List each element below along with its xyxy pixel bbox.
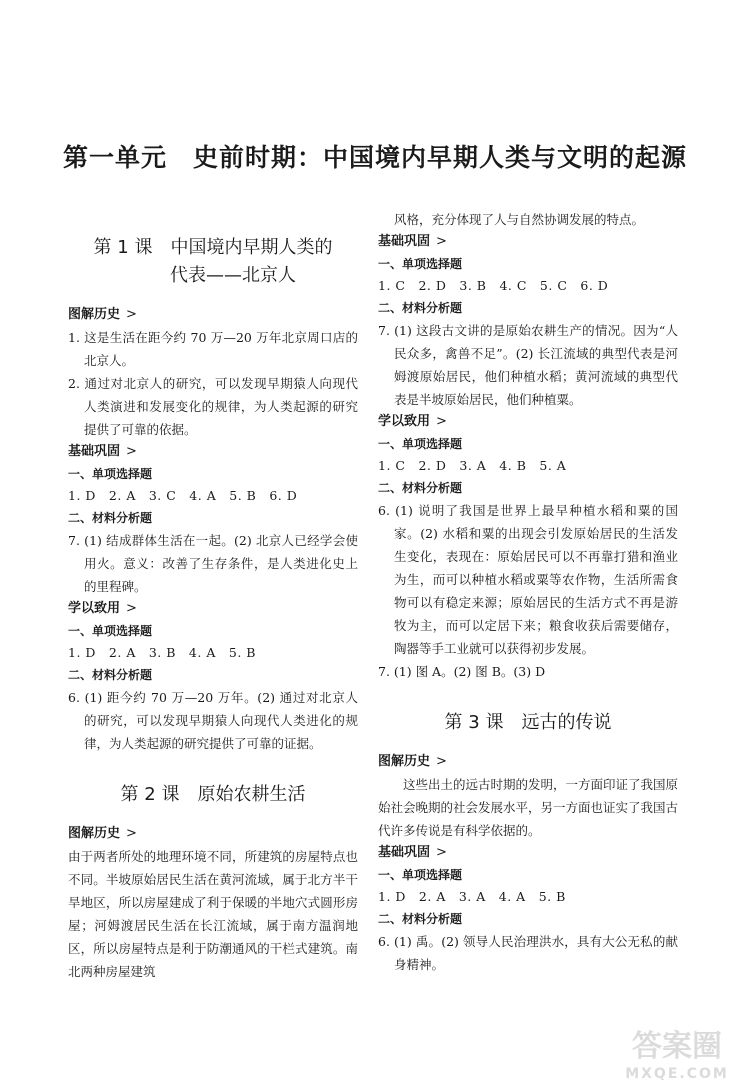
- lesson2-title: 第 2 课 原始农耕生活: [120, 784, 306, 805]
- section-label: 基础巩固: [378, 234, 431, 249]
- lesson2-jichu-sub2: 二、材料分析题: [378, 301, 463, 315]
- lesson1-xueyi-sub2: 二、材料分析题: [68, 668, 153, 682]
- lesson2-jichu-answers: 1. C 2. D 3. B 4. C 5. C 6. D: [378, 278, 609, 293]
- watermark-line1: 答案圈: [632, 1029, 722, 1064]
- lesson1-jichu-heading: [68, 441, 358, 463]
- lesson3-jichu-sub1: 一、单项选择题: [378, 868, 463, 882]
- lesson1-jichu-sub1: 一、单项选择题: [68, 467, 153, 481]
- lesson2-jichu-p7: 7. (1) 这段古文讲的是原始农耕生产的情况。因为“人民众多，禽兽不足”。(2) 长江流域的典型代表是河姆渡原始居民，他们种植水稻；黄河流域的典型代表是半坡原始居民，他们种植粟。: [378, 323, 678, 407]
- chevron-right-icon: >: [436, 234, 447, 249]
- lesson1-tujie-p1: 1. 这是生活在距今约 70 万—20 万年北京周口店的北京人。: [68, 330, 358, 368]
- lesson1-title: [68, 234, 358, 290]
- left-column: [68, 208, 358, 983]
- lesson1-tujie-p2: 2. 通过对北京人的研究，可以发现早期猿人向现代人类演进和发展变化的规律，为人类起源的研究提供了可靠的依据。: [68, 376, 358, 437]
- lesson1-xueyi-sub1: 一、单项选择题: [68, 624, 153, 638]
- lesson1-xueyi-heading: [68, 598, 358, 620]
- section-label: 图解历史: [68, 307, 121, 322]
- lesson3-tujie-p1: 这些出土的远古时期的发明，一方面印证了我国原始社会晚期的社会发展水平，另一方面也证实了我国古代许多传说是有科学依据的。: [378, 777, 679, 838]
- lesson2-jichu-sub1: 一、单项选择题: [378, 257, 463, 271]
- unit-title: 第一单元 史前时期：中国境内早期人类与文明的起源: [62, 143, 687, 172]
- lesson1-title-line1: 第 1 课 中国境内早期人类的: [93, 237, 333, 258]
- watermark-logo: [612, 1020, 742, 1084]
- lesson3-jichu-sub2: 二、材料分析题: [378, 912, 463, 926]
- lesson2-xueyi-heading: [378, 411, 678, 433]
- chevron-right-icon: >: [126, 444, 137, 459]
- lesson1-title-line2: 代表——北京人: [170, 265, 296, 286]
- lesson3-jichu-p6: 6. (1) 禹。(2) 领导人民治理洪水，具有大公无私的献身精神。: [378, 934, 678, 972]
- lesson2-xueyi-sub2: 二、材料分析题: [378, 481, 463, 495]
- right-column: [378, 208, 678, 976]
- section-label: 图解历史: [378, 754, 431, 769]
- section-label: 图解历史: [68, 826, 121, 841]
- lesson1-xueyi-p6: 6. (1) 距今约 70 万—20 万年。(2) 通过对北京人的研究，可以发现早期猿人向现代人类进化的规律，为人类起源的研究提供了可靠的证据。: [68, 690, 358, 751]
- lesson2-tujie-heading: [68, 823, 358, 845]
- lesson1-tujie-heading: [68, 304, 358, 326]
- lesson1-jichu-p7: 7. (1) 结成群体生活在一起。(2) 北京人已经学会使用火。意义：改善了生存条件，是人类进化史上的里程碑。: [68, 533, 358, 594]
- chevron-right-icon: >: [436, 845, 447, 860]
- section-label: 基础巩固: [68, 444, 121, 459]
- lesson3-jichu-answers: 1. D 2. A 3. A 4. A 5. B: [378, 889, 566, 904]
- section-label: 基础巩固: [378, 845, 431, 860]
- chevron-right-icon: >: [436, 414, 447, 429]
- lesson2-tujie-p1: 由于两者所处的地理环境不同，所建筑的房屋特点也不同。半坡原始居民生活在黄河流域，属于北方半干旱地区，所以房屋建成了利于保暖的半地穴式圆形房屋；河姆渡居民生活在长江流域，属于南方温润地区，所以房屋特点是利于防潮通风的干栏式建筑。南北两种房屋建筑: [68, 849, 358, 979]
- chevron-right-icon: >: [126, 601, 137, 616]
- chevron-right-icon: >: [436, 754, 447, 769]
- lesson3-title: 第 3 课 远古的传说: [444, 712, 612, 733]
- lesson2-tujie-p1-cont: 风格，充分体现了人与自然协调发展的特点。: [394, 212, 645, 227]
- section-label: 学以致用: [68, 601, 121, 616]
- lesson2-xueyi-p6: 6. (1) 说明了我国是世界上最早种植水稻和粟的国家。(2) 水稻和粟的出现会引发原始居民的生活发生变化，表现在：原始居民可以不再靠打猎和渔业为生，而可以种植水稻或粟等农作物，生活所需食物可以有稳定来源；原始居民的生活方式不再是游牧为主，而可以定居下来；粮食收获后需要储存，陶器等手工业就可以获得初步发展。: [378, 503, 678, 656]
- lesson3-jichu-heading: [378, 842, 678, 864]
- lesson3-tujie-heading: [378, 751, 678, 773]
- lesson2-xueyi-sub1: 一、单项选择题: [378, 437, 463, 451]
- lesson1-xueyi-answers: 1. D 2. A 3. B 4. A 5. B: [68, 645, 256, 660]
- lesson1-jichu-answers: 1. D 2. A 3. C 4. A 5. B 6. D: [68, 488, 298, 503]
- lesson2-xueyi-p7: 7. (1) 图 A。(2) 图 B。(3) D: [378, 664, 546, 679]
- chevron-right-icon: >: [126, 307, 137, 322]
- chevron-right-icon: >: [126, 826, 137, 841]
- lesson2-xueyi-answers: 1. C 2. D 3. A 4. B 5. A: [378, 458, 567, 473]
- lesson1-jichu-sub2: 二、材料分析题: [68, 511, 153, 525]
- section-label: 学以致用: [378, 414, 431, 429]
- lesson2-jichu-heading: [378, 231, 678, 253]
- watermark-line2: MXQE.COM: [625, 1066, 729, 1082]
